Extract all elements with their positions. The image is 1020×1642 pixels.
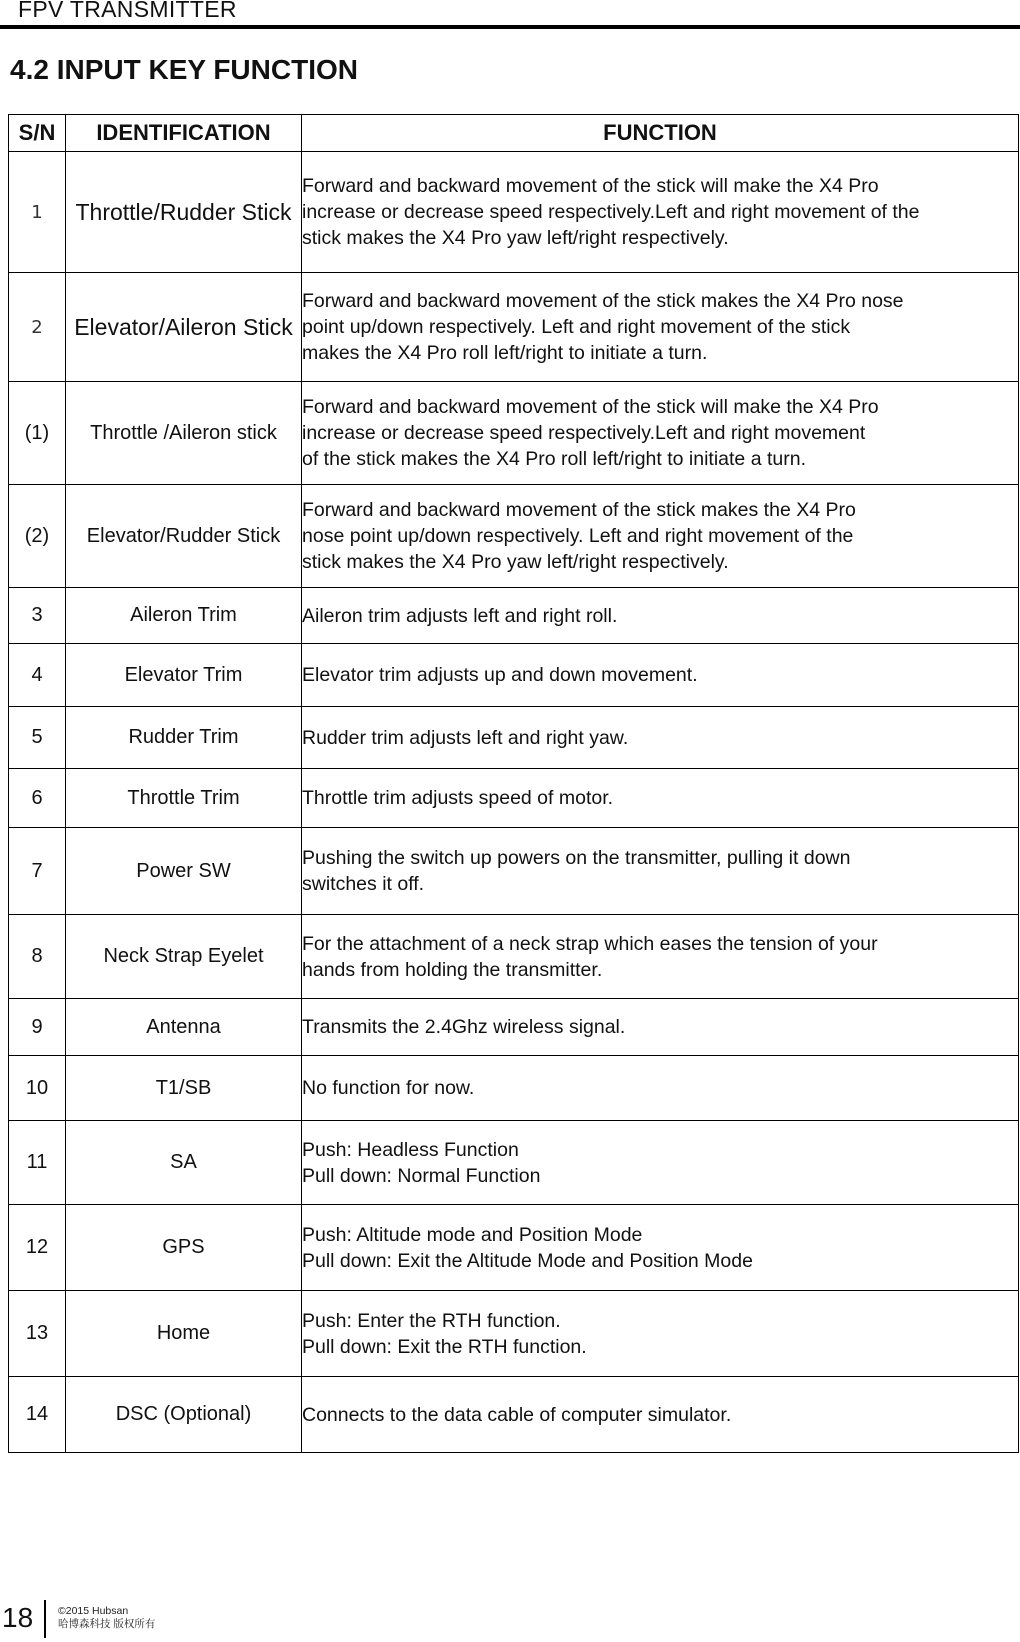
function-line: Connects to the data cable of computer simulator. [302, 1403, 732, 1426]
footer-divider [44, 1600, 46, 1638]
table-row [9, 273, 1019, 382]
row-sn: 14 [9, 1377, 66, 1453]
row-function [302, 707, 1019, 769]
table-row [9, 1205, 1019, 1291]
row-function [302, 1056, 1019, 1121]
row-sn: 1 [9, 152, 66, 273]
row-sn: (1) [9, 382, 66, 485]
function-line: Push: Headless Function [302, 1138, 519, 1161]
row-function [302, 588, 1019, 644]
row-sn: 11 [9, 1121, 66, 1205]
row-sn: 7 [9, 828, 66, 915]
table-row [9, 1291, 1019, 1377]
function-line: Forward and backward movement of the stick makes the X4 Pro nose [302, 290, 904, 312]
section-title: 4.2 INPUT KEY FUNCTION [10, 54, 358, 85]
table-row [9, 1121, 1019, 1205]
table-row [9, 588, 1019, 644]
identification-header: IDENTIFICATION [66, 115, 302, 152]
row-identification: Throttle Trim [66, 769, 302, 828]
row-sn: 12 [9, 1205, 66, 1291]
function-line: Forward and backward movement of the stick will make the X4 Pro [302, 396, 879, 418]
row-identification: Throttle/Rudder Stick [66, 152, 302, 273]
function-line: Elevator trim adjusts up and down movement. [302, 664, 698, 686]
row-function [302, 999, 1019, 1056]
table-row [9, 644, 1019, 707]
table-row [9, 152, 1019, 273]
table-row [9, 915, 1019, 999]
function-line: nose point up/down respectively. Left and right movement of the [302, 525, 854, 547]
function-line: of the stick makes the X4 Pro roll left/right to initiate a turn. [302, 448, 806, 470]
row-function [302, 769, 1019, 828]
row-identification: Power SW [66, 828, 302, 915]
function-line: Rudder trim adjusts left and right yaw. [302, 726, 629, 749]
footer-copyright [58, 1605, 155, 1631]
function-line: makes the X4 Pro roll left/right to initiate a turn. [302, 342, 708, 364]
row-identification: Aileron Trim [66, 588, 302, 644]
function-line: increase or decrease speed respectively.Left and right movement [302, 422, 866, 444]
table-row [9, 769, 1019, 828]
row-function [302, 152, 1019, 273]
row-function [302, 1377, 1019, 1453]
row-function [302, 915, 1019, 999]
table-row [9, 999, 1019, 1056]
row-identification: Elevator/Aileron Stick [66, 273, 302, 382]
running-header: FPV TRANSMITTER [18, 0, 237, 22]
table-row [9, 1377, 1019, 1453]
header-rule [0, 25, 1020, 29]
row-function [302, 382, 1019, 485]
row-identification: Neck Strap Eyelet [66, 915, 302, 999]
function-line: Throttle trim adjusts speed of motor. [302, 787, 614, 809]
row-sn: 8 [9, 915, 66, 999]
row-function [302, 828, 1019, 915]
row-sn: 5 [9, 707, 66, 769]
row-identification: Elevator/Rudder Stick [66, 485, 302, 588]
row-sn: 2 [9, 273, 66, 382]
function-line: Forward and backward movement of the stick makes the X4 Pro [302, 499, 856, 521]
input-key-function-table [8, 114, 1019, 1453]
function-line: Pushing the switch up powers on the transmitter, pulling it down [302, 847, 851, 869]
function-line: No function for now. [302, 1077, 475, 1099]
company-line: 哈博森科技 版权所有 [58, 1618, 156, 1630]
function-line: hands from holding the transmitter. [302, 958, 603, 981]
row-sn: 9 [9, 999, 66, 1056]
function-line: increase or decrease speed respectively.Left and right movement of the [302, 201, 920, 223]
row-identification: Home [66, 1291, 302, 1377]
function-line: Push: Enter the RTH function. [302, 1309, 561, 1332]
row-sn: 6 [9, 769, 66, 828]
table-row [9, 1056, 1019, 1121]
row-function [302, 1205, 1019, 1291]
function-line: stick makes the X4 Pro yaw left/right respectively. [302, 551, 729, 573]
row-sn: 10 [9, 1056, 66, 1121]
function-line: Aileron trim adjusts left and right roll. [302, 604, 618, 627]
row-function [302, 273, 1019, 382]
table-header-row [9, 115, 1019, 152]
row-sn: 3 [9, 588, 66, 644]
table-row [9, 382, 1019, 485]
row-function [302, 644, 1019, 707]
row-sn: 13 [9, 1291, 66, 1377]
function-line: Pull down: Exit the Altitude Mode and Position Mode [302, 1249, 753, 1272]
row-identification: T1/SB [66, 1056, 302, 1121]
table-row [9, 485, 1019, 588]
function-line: switches it off. [302, 873, 425, 895]
function-line: point up/down respectively. Left and right movement of the stick [302, 316, 851, 338]
function-header: FUNCTION [302, 115, 1019, 152]
row-sn: 4 [9, 644, 66, 707]
sn-header: S/N [9, 115, 66, 152]
function-line: Pull down: Normal Function [302, 1164, 541, 1187]
function-line: Transmits the 2.4Ghz wireless signal. [302, 1016, 626, 1038]
function-line: stick makes the X4 Pro yaw left/right respectively. [302, 227, 729, 249]
row-function [302, 1121, 1019, 1205]
row-identification: Antenna [66, 999, 302, 1056]
table-row [9, 707, 1019, 769]
row-function [302, 1291, 1019, 1377]
row-identification: Rudder Trim [66, 707, 302, 769]
function-line: Pull down: Exit the RTH function. [302, 1335, 587, 1358]
row-sn: (2) [9, 485, 66, 588]
row-function [302, 485, 1019, 588]
row-identification: SA [66, 1121, 302, 1205]
function-line: For the attachment of a neck strap which eases the tension of your [302, 932, 878, 955]
table-row [9, 828, 1019, 915]
row-identification: Throttle /Aileron stick [66, 382, 302, 485]
row-identification: DSC (Optional) [66, 1377, 302, 1453]
row-identification: Elevator Trim [66, 644, 302, 707]
copyright-line: ©2015 Hubsan [58, 1605, 129, 1617]
function-line: Push: Altitude mode and Position Mode [302, 1223, 643, 1246]
function-line: Forward and backward movement of the stick will make the X4 Pro [302, 175, 879, 197]
page-number: 18 [2, 1602, 34, 1633]
row-identification: GPS [66, 1205, 302, 1291]
